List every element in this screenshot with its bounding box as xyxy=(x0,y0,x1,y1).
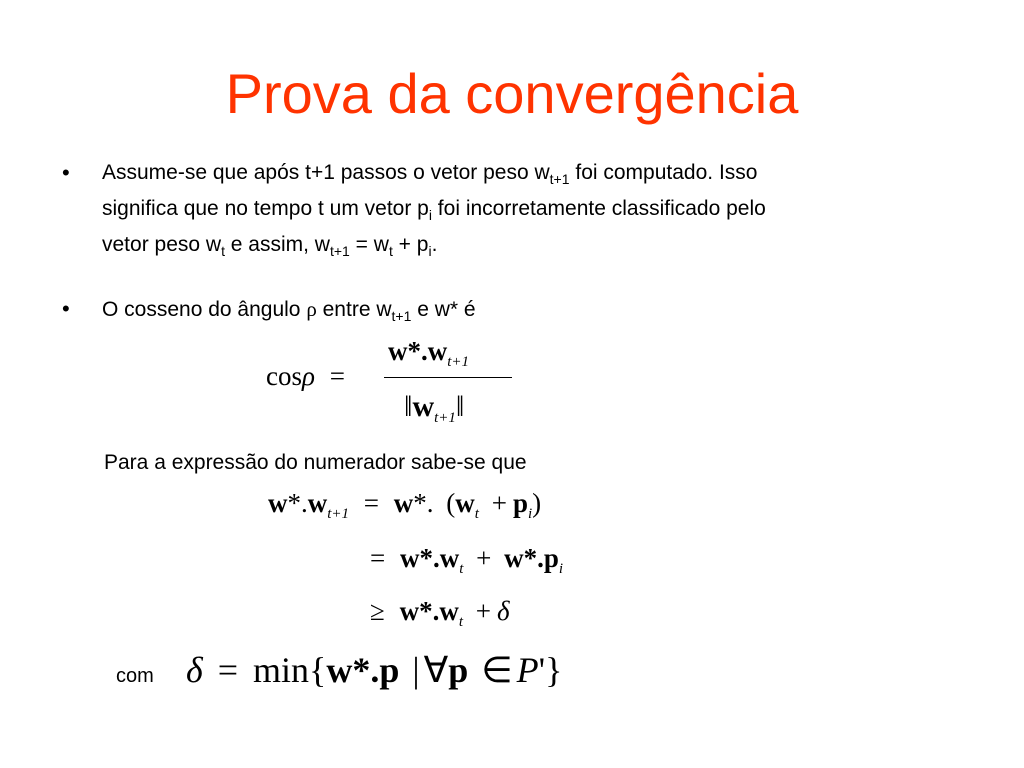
equation-line-3: ≥ $w*.w_t + \delta$ xyxy=(370,596,510,630)
bullet-2-text: O cosseno do ângulo ρ entre $w_{t+1}$ e w* é xyxy=(102,297,476,325)
equation-line-2: = $w*.w_t + w*.p_i$ xyxy=(370,543,564,577)
bullet-1-line-3: vetor peso $w_t$ e assim, $w_{t+1} = w_t + p_i$. xyxy=(102,233,438,260)
numerator-note: Para a expressão do numerador sabe-se que xyxy=(104,451,527,474)
cos-denominator: $‖w_{t+1}‖$ xyxy=(404,390,465,426)
delta-definition: δ = min{w*.p | ∀p ∈ P'} xyxy=(186,650,563,690)
bullet-marker: • xyxy=(62,160,70,185)
bullet-1-text xyxy=(102,158,942,267)
cos-lhs: cosρ = xyxy=(266,361,345,391)
bullet-1-line-2: significa que no tempo t um vetor $p_i$ foi incorretamente classificado pelo xyxy=(102,197,766,224)
cos-numerator: $w*.w_{t+1}$ xyxy=(388,336,470,370)
slide-title: Prova da convergência xyxy=(225,62,799,125)
bullet-1-line-1: Assume-se que após t+1 passos o vetor peso $w_{t+1}$ foi computado. Isso xyxy=(102,161,758,188)
com-label: com xyxy=(116,665,154,687)
equation-line-1: $w*.w_{t+1} = w*$. $(w_t + p_i)$ xyxy=(268,488,542,522)
bullet-marker: • xyxy=(62,296,70,321)
fraction-bar xyxy=(384,377,512,378)
